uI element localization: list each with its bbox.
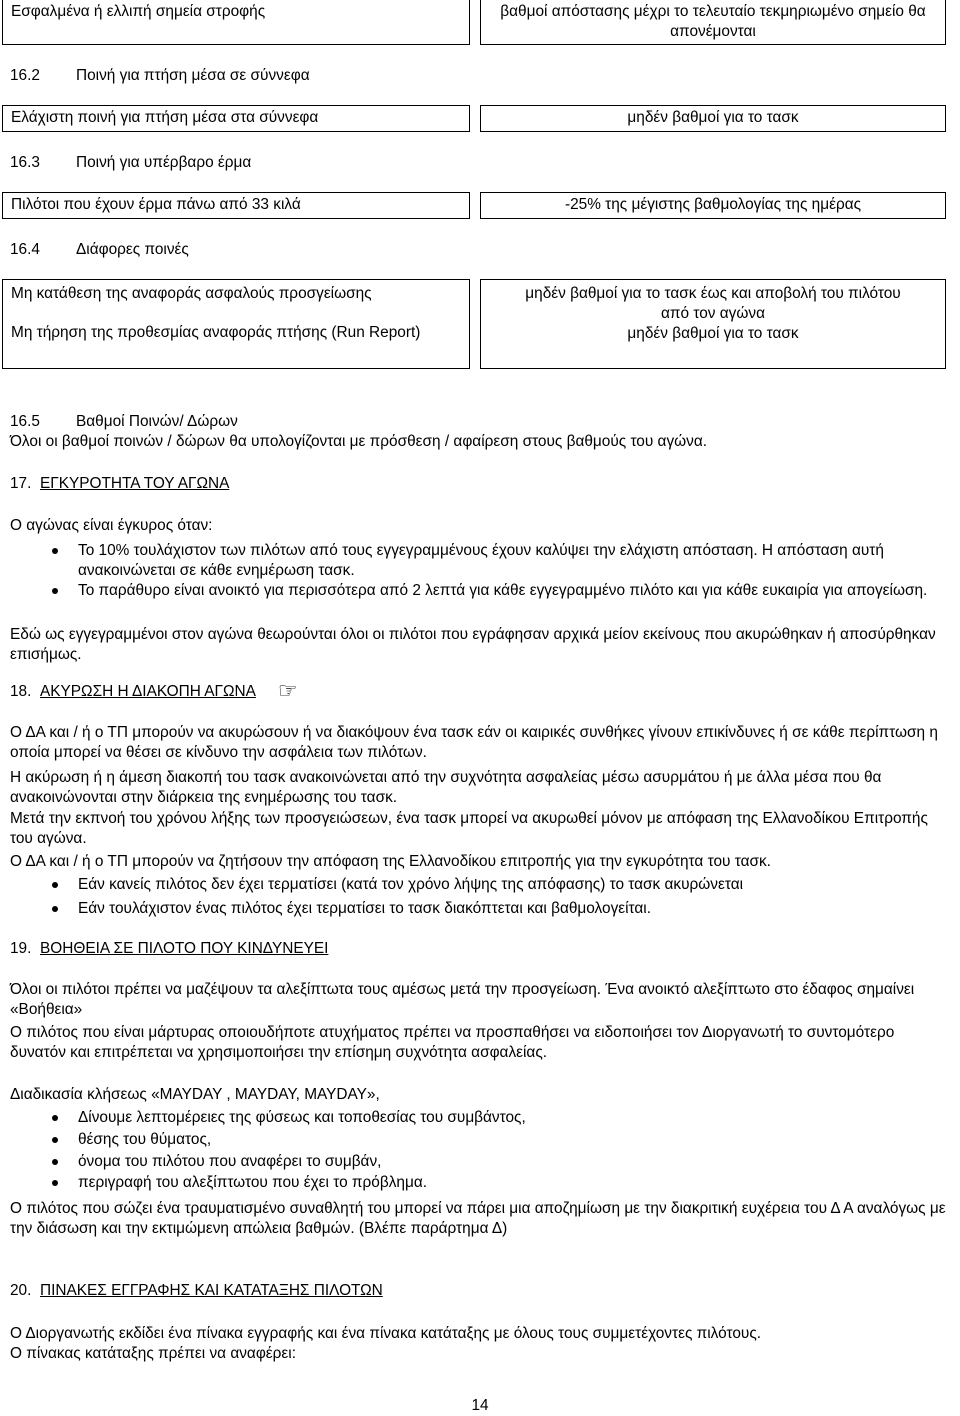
table-cell-left <box>2 279 470 369</box>
section-title: ΠΙΝΑΚΕΣ ΕΓΓΡΑΦΗΣ ΚΑΙ ΚΑΤΑΤΑΞΗΣ ΠΙΛΟΤΩΝ <box>40 1282 383 1299</box>
paragraph: Ο αγώνας είναι έγκυρος όταν: <box>10 517 213 534</box>
cell-text: Μη κατάθεση της αναφοράς ασφαλούς προσγείωσης <box>11 285 372 302</box>
paragraph: Ο πιλότος που σώζει ένα τραυματισμένο συναθλητή του μπορεί να πάρει μια αποζημίωση με την διακριτική ευχέρεια του Δ Α αναλόγως με την διάσωση και την εκτιμώμενη απώλεια βαθμών. (Βλέπε παράρτημα Δ) <box>10 1200 946 1237</box>
section-title: Ποινή για υπέρβαρο έρμα <box>76 154 252 171</box>
cell-text: βαθμοί απόστασης μέχρι το τελευταίο τεκμηριωμένο σημείο θα απονέμονται <box>500 3 926 40</box>
cell-text: Μη τήρηση της προθεσμίας αναφοράς πτήσης (Run Report) <box>11 323 421 341</box>
list-item: Το 10% τουλάχιστον των πιλότων από τους εγγεγραμμένους έχουν καλύψει την ελάχιστη απόσταση. Η απόσταση αυτή ανακοινώνεται σε κάθε ενημέρωση τασκ. <box>10 541 940 581</box>
hand-pointing-icon: ☞ <box>277 678 298 703</box>
cell-text: Πιλότοι που έχουν έρμα πάνω από 33 κιλά <box>11 196 301 213</box>
paragraph: Εδώ ως εγγεγραμμένοι στον αγώνα θεωρούνται όλοι οι πιλότοι που εγράφησαν αρχικά μείον εκείνους που ακυρώθηκαν ή αποσύρθηκαν επισήμως. <box>10 626 936 663</box>
list-item: Εάν τουλάχιστον ένας πιλότος έχει τερματίσει το τασκ διακόπτεται και βαθμολογείται. <box>10 899 940 919</box>
table-cell-right <box>480 192 946 219</box>
section-number: 17. <box>10 475 32 492</box>
bullet-list <box>10 875 940 919</box>
section-title: Βαθμοί Ποινών/ Δώρων <box>76 413 238 430</box>
section-title: ΑΚΥΡΩΣΗ Η ΔΙΑΚΟΠΗ ΑΓΩΝΑ <box>40 683 256 700</box>
bullet-list <box>10 541 940 600</box>
section-heading-20 <box>10 1281 383 1301</box>
list-item: θέσης του θύματος, <box>10 1130 940 1150</box>
cell-text: μηδέν βαθμοί για το τασκ <box>627 324 799 342</box>
table-cell-right <box>480 279 946 369</box>
page-number: 14 <box>471 1397 489 1414</box>
cell-text: -25% της μέγιστης βαθμολογίας της ημέρας <box>564 196 862 213</box>
paragraph: Ο πίνακας κατάταξης πρέπει να αναφέρει: <box>10 1345 296 1362</box>
section-title: Διάφορες ποινές <box>76 241 189 258</box>
section-number: 19. <box>10 940 32 957</box>
table-cell-right <box>480 0 946 45</box>
list-item: Το παράθυρο είναι ανοικτό για περισσότερα από 2 λεπτά για κάθε εγγεγραμμένο πιλότο και για κάθε ευκαιρία για απογείωση. <box>10 581 940 601</box>
paragraph: Ο πιλότος που είναι μάρτυρας οποιουδήποτε ατυχήματος πρέπει να προσπαθήσει να ειδοποιήσει τον Διοργανωτή το συντομότερο δυνατόν και επιτρέπεται να χρησιμοποιήσει την επίσημη συχνότητα ασφαλείας. <box>10 1024 895 1061</box>
section-title: Ποινή για πτήση μέσα σε σύννεφα <box>76 67 310 84</box>
list-item: όνομα του πιλότου που αναφέρει το συμβάν, <box>10 1152 940 1172</box>
paragraph: Μετά την εκπνοή του χρόνου λήξης των προσγειώσεων, ένα τασκ μπορεί να ακυρωθεί μόνον με απόφαση της Ελλανοδίκου Επιτροπής του αγώνα. <box>10 810 928 847</box>
paragraph: Όλοι οι βαθμοί ποινών / δώρων θα υπολογίζονται με πρόσθεση / αφαίρεση στους βαθμούς του αγώνα. <box>10 433 708 450</box>
bullet-list <box>10 1108 940 1193</box>
section-number: 16.4 <box>10 241 40 258</box>
section-number: 18. <box>10 683 32 700</box>
section-heading-16-2 <box>10 66 310 86</box>
paragraph: Ο ΔΑ και / ή ο ΤΠ μπορούν να ακυρώσουν ή να διακόψουν ένα τασκ εάν οι καιρικές συνθήκες γίνουν επικίνδυνες ή σε κάθε περίπτωση η οποία μπορεί να θέσει σε κίνδυνο την ασφάλεια των πιλότων. <box>10 724 938 761</box>
cell-text: μηδέν βαθμοί για το τασκ έως και αποβολή του πιλότου από τον αγώνα <box>525 285 901 322</box>
section-heading-16-4 <box>10 240 189 260</box>
cell-text: Ελάχιστη ποινή για πτήση μέσα στα σύννεφα <box>11 109 319 126</box>
paragraph: Όλοι οι πιλότοι πρέπει να μαζέψουν τα αλεξίπτωτα τους αμέσως μετά την προσγείωση. Ένα ανοικτό αλεξίπτωτο στο έδαφος σημαίνει «Βοήθεια» <box>10 981 915 1018</box>
section-title: ΒΟΗΘΕΙΑ ΣΕ ΠΙΛΟΤΟ ΠΟΥ ΚΙΝΔΥΝΕΥΕΙ <box>40 940 329 957</box>
list-item: περιγραφή του αλεξίπτωτου που έχει το πρόβλημα. <box>10 1173 940 1193</box>
paragraph: Η ακύρωση ή η άμεση διακοπή του τασκ ανακοινώνεται από την συχνότητα ασφαλείας μέσω ασυρμάτου ή με άλλα μέσα που θα ανακοινώνονται στην διάρκεια της ενημέρωσης του τασκ. <box>10 769 882 806</box>
section-number: 16.5 <box>10 413 40 430</box>
paragraph: Ο Διοργανωτής εκδίδει ένα πίνακα εγγραφής και ένα πίνακα κατάταξης με όλους τους συμμετέχοντες πιλότους. <box>10 1325 762 1342</box>
table-cell-left <box>2 105 470 132</box>
section-title: ΕΓΚΥΡΟΤΗΤΑ ΤΟΥ ΑΓΩΝΑ <box>40 475 230 492</box>
table-cell-left <box>2 192 470 219</box>
section-number: 16.3 <box>10 154 40 171</box>
cell-text: μηδέν βαθμοί για το τασκ <box>627 109 799 126</box>
cell-text: Εσφαλμένα ή ελλιπή σημεία στροφής <box>11 3 266 20</box>
section-heading-18 <box>10 678 298 703</box>
section-heading-16-3 <box>10 153 251 173</box>
section-number: 16.2 <box>10 67 40 84</box>
section-heading-17 <box>10 474 229 494</box>
section-number: 20. <box>10 1282 32 1299</box>
section-heading-16-5 <box>10 412 238 432</box>
table-cell-left <box>2 0 470 45</box>
list-item: Δίνουμε λεπτομέρειες της φύσεως και τοποθεσίας του συμβάντος, <box>10 1108 940 1128</box>
section-heading-19 <box>10 939 328 959</box>
paragraph: Διαδικασία κλήσεως «MAYDAY , MAYDAY, MAYDAY», <box>10 1086 380 1103</box>
list-item: Εάν κανείς πιλότος δεν έχει τερματίσει (κατά τον χρόνο λήψης της απόφασης) το τασκ ακυρώνεται <box>10 875 940 895</box>
table-cell-right <box>480 105 946 132</box>
paragraph: Ο ΔΑ και / ή ο ΤΠ μπορούν να ζητήσουν την απόφαση της Ελλανοδίκου επιτροπής για την εγκυρότητα του τασκ. <box>10 853 771 870</box>
